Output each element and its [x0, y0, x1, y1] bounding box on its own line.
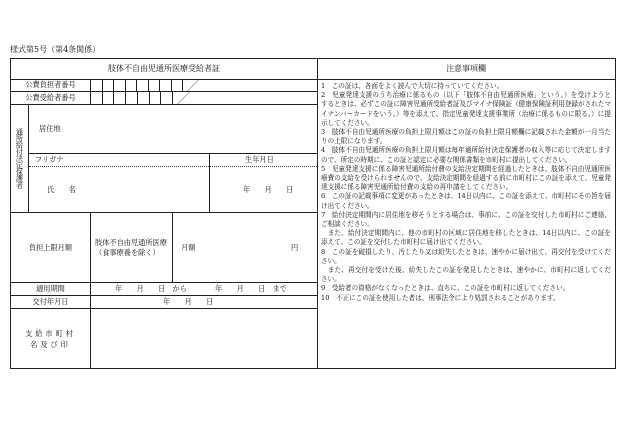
issue-date-value[interactable]: 年 月 日: [163, 297, 214, 306]
furigana-label: フリガナ: [35, 155, 64, 164]
note-item: 7 給付決定期間内に居住地を移そうとする場合は、事前に、この証を交付した市町村にご連絡、ご相談ください。: [321, 210, 611, 229]
notes-panel: [317, 59, 615, 368]
name-row: [29, 167, 317, 213]
notes-body: [321, 82, 611, 303]
note-item: 6 この証の記載事項に変更があったときは、14日以内に、この証を添えて、市町村にその旨を届け出てください。: [321, 192, 611, 210]
period-to[interactable]: 年 月 日 まで: [215, 284, 287, 293]
recipient-number-row: [11, 92, 317, 105]
payer-number-row: [11, 79, 317, 92]
recipient-number-field[interactable]: [91, 92, 173, 104]
period-label: 適用期間: [11, 283, 91, 295]
guardian-group-label-cell: [11, 105, 29, 213]
furigana-row: [29, 154, 317, 167]
recipient-number-label: 公費受給者番号: [11, 92, 91, 104]
note-item: 1 この証は、各面をよく読んで大切に持っていてください。: [321, 82, 504, 90]
monthly-amount-field[interactable]: [211, 213, 291, 282]
address-label: 居住地: [39, 124, 61, 133]
hatch-mark-1: [183, 79, 203, 92]
certificate-panel: [11, 59, 318, 368]
issue-date-row: [11, 296, 317, 309]
municipality-row: [11, 309, 317, 368]
note-item: 9 受給者の資格がなくなったときは、直ちに、この証を市町村に返してください。: [321, 284, 570, 293]
hatch-mark-2: [173, 92, 193, 105]
note-item: 3 肢体不自由児通所医療の負担上限月額はこの証の負担上限月額欄に記載された金額が一月当たりの上限になります。: [321, 128, 611, 146]
municipality-label: 支給市町村名及び印: [11, 309, 91, 368]
payer-number-field[interactable]: [91, 79, 183, 91]
monthly-limit-row: [11, 213, 317, 283]
municipality-seal-field[interactable]: [91, 309, 317, 368]
address-row: [29, 105, 317, 154]
period-row: [11, 283, 317, 296]
name-label: 氏 名: [47, 184, 76, 194]
birthdate-value[interactable]: 年 月 日: [243, 184, 294, 194]
birthdate-label: 生年月日: [245, 155, 274, 164]
monthly-label: 月額: [181, 242, 196, 252]
note-item: 4 肢体不自由児通所医療の負担上限月額は毎年通所給付決定保護者の収入等に応じて決定しますので、所定の時期に、この証と認定に必要な関係書類を市町村に提出してください。: [321, 146, 611, 164]
note-item: 2 児童発達支援のうち治療に係るもの（以下「肢体不自由児通所医療」という。）を受けようとするときは、必ずこの証に障害児通所受給者証及びマイナ保険証（健康保険証利用登録がされたマイナンバーカードをいう。）等を添えて、指定児童発達支援事業所（治療に係るものに限る。）に提示してください。: [321, 91, 611, 127]
medical-label: 肢体不自由児通所医療（食事療養を除く）: [91, 213, 173, 282]
monthly-limit-label: 負担上限月額: [11, 213, 91, 282]
issue-date-label: 交付年月日: [11, 296, 91, 308]
certificate-title: 肢体不自由児通所医療受給者証: [11, 59, 317, 80]
note-item: また、再交付を受けた後、紛失したこの証を発見したときは、速やかに、市町村に返してください。: [321, 266, 611, 284]
address-field[interactable]: [99, 105, 317, 153]
name-field[interactable]: [99, 167, 207, 212]
note-item: また、給付決定期間内に、他の市町村の区域に居住地を移したときは、14日以内に、この証を添えて、この証を交付した市町村に届け出てください。: [321, 229, 611, 247]
certificate-sheet: [10, 58, 616, 369]
note-item: 8 この証を破損したり、汚したり又は紛失したときは、速やかに届け出て、再交付を受けてください。: [321, 247, 611, 265]
note-item: 10 不正にこの証を使用した者は、刑事法令により処罰されることがあります。: [321, 293, 560, 302]
note-item: 5 児童発達支援に係る障害児通所給付費の支給決定期間を経過したときは、肢体不自由児通所医療費の支給を受けられませんので、支給決定期間を経過する前に市町村にこの証を添えて、児童発達支援に係る障害児通所給付費の支給の再申請をしてください。: [321, 164, 611, 192]
yen-unit: 円: [291, 242, 299, 252]
payer-number-label: 公費負担者番号: [11, 79, 91, 91]
period-from[interactable]: 年 月 日 から: [115, 284, 187, 293]
form-number-label: 様式第5号（第4条関係）: [10, 45, 101, 54]
notes-title: 注意事項欄: [317, 59, 615, 80]
guardian-group-label: 通所給付決定保護者: [15, 128, 25, 189]
